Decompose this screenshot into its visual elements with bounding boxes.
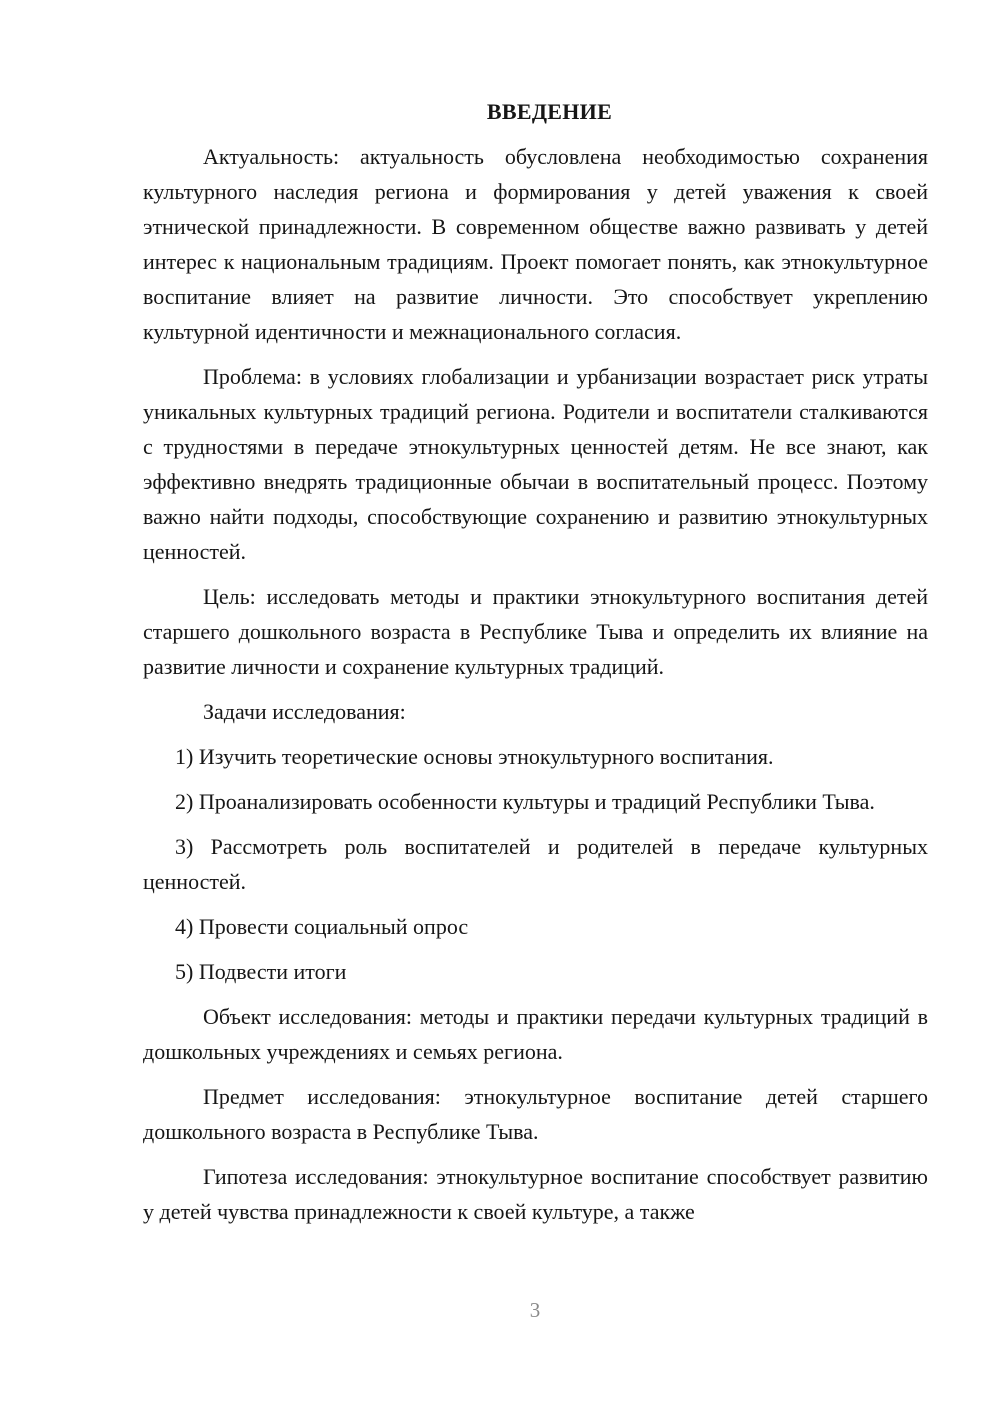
task-item: 2) Проанализировать особенности культуры и традиций Республики Тыва. [175,789,875,814]
section-title: ВВЕДЕНИЕ [486,99,613,124]
task-item: 5) Подвести итоги [175,959,347,984]
tasks-heading: Задачи исследования: [203,699,406,724]
paragraph-problem: Проблема: в условиях глобализации и урбанизации возрастает риск утраты уникальных культурных традиций региона. Родители и воспитатели сталкиваются с трудностями в передаче этнокультурных ценностей детям. Не все знают, как эффективно внедрять традиционные обычаи в воспитательный процесс. Поэтому важно найти подходы, способствующие сохранению и развитию этнокультурных ценностей. [143,364,928,564]
task-item: 3) Рассмотреть роль воспитателей и родителей в передаче культурных ценностей. [143,834,928,894]
task-item: 4) Провести социальный опрос [175,914,469,939]
page-content [143,94,928,1239]
paragraph-hypothesis: Гипотеза исследования: этнокультурное воспитание способствует развитию у детей чувства принадлежности к своей культуре, а также [143,1164,928,1224]
page-number: 3 [529,1298,541,1322]
paragraph-subject: Предмет исследования: этнокультурное воспитание детей старшего дошкольного возраста в Республике Тыва. [143,1084,928,1144]
paragraph-goal: Цель: исследовать методы и практики этнокультурного воспитания детей старшего дошкольного возраста в Республике Тыва и определить их влияние на развитие личности и сохранение культурных традиций. [143,584,928,679]
paragraph-relevance: Актуальность: актуальность обусловлена необходимостью сохранения культурного наследия региона и формирования у детей уважения к своей этнической принадлежности. В современном обществе важно развивать у детей интерес к национальным традициям. Проект помогает понять, как этнокультурное воспитание влияет на развитие личности. Это способствует укреплению культурной идентичности и межнационального согласия. [143,144,928,344]
task-item: 1) Изучить теоретические основы этнокультурного воспитания. [175,744,774,769]
paragraph-object: Объект исследования: методы и практики передачи культурных традиций в дошкольных учреждениях и семьях региона. [143,1004,928,1064]
